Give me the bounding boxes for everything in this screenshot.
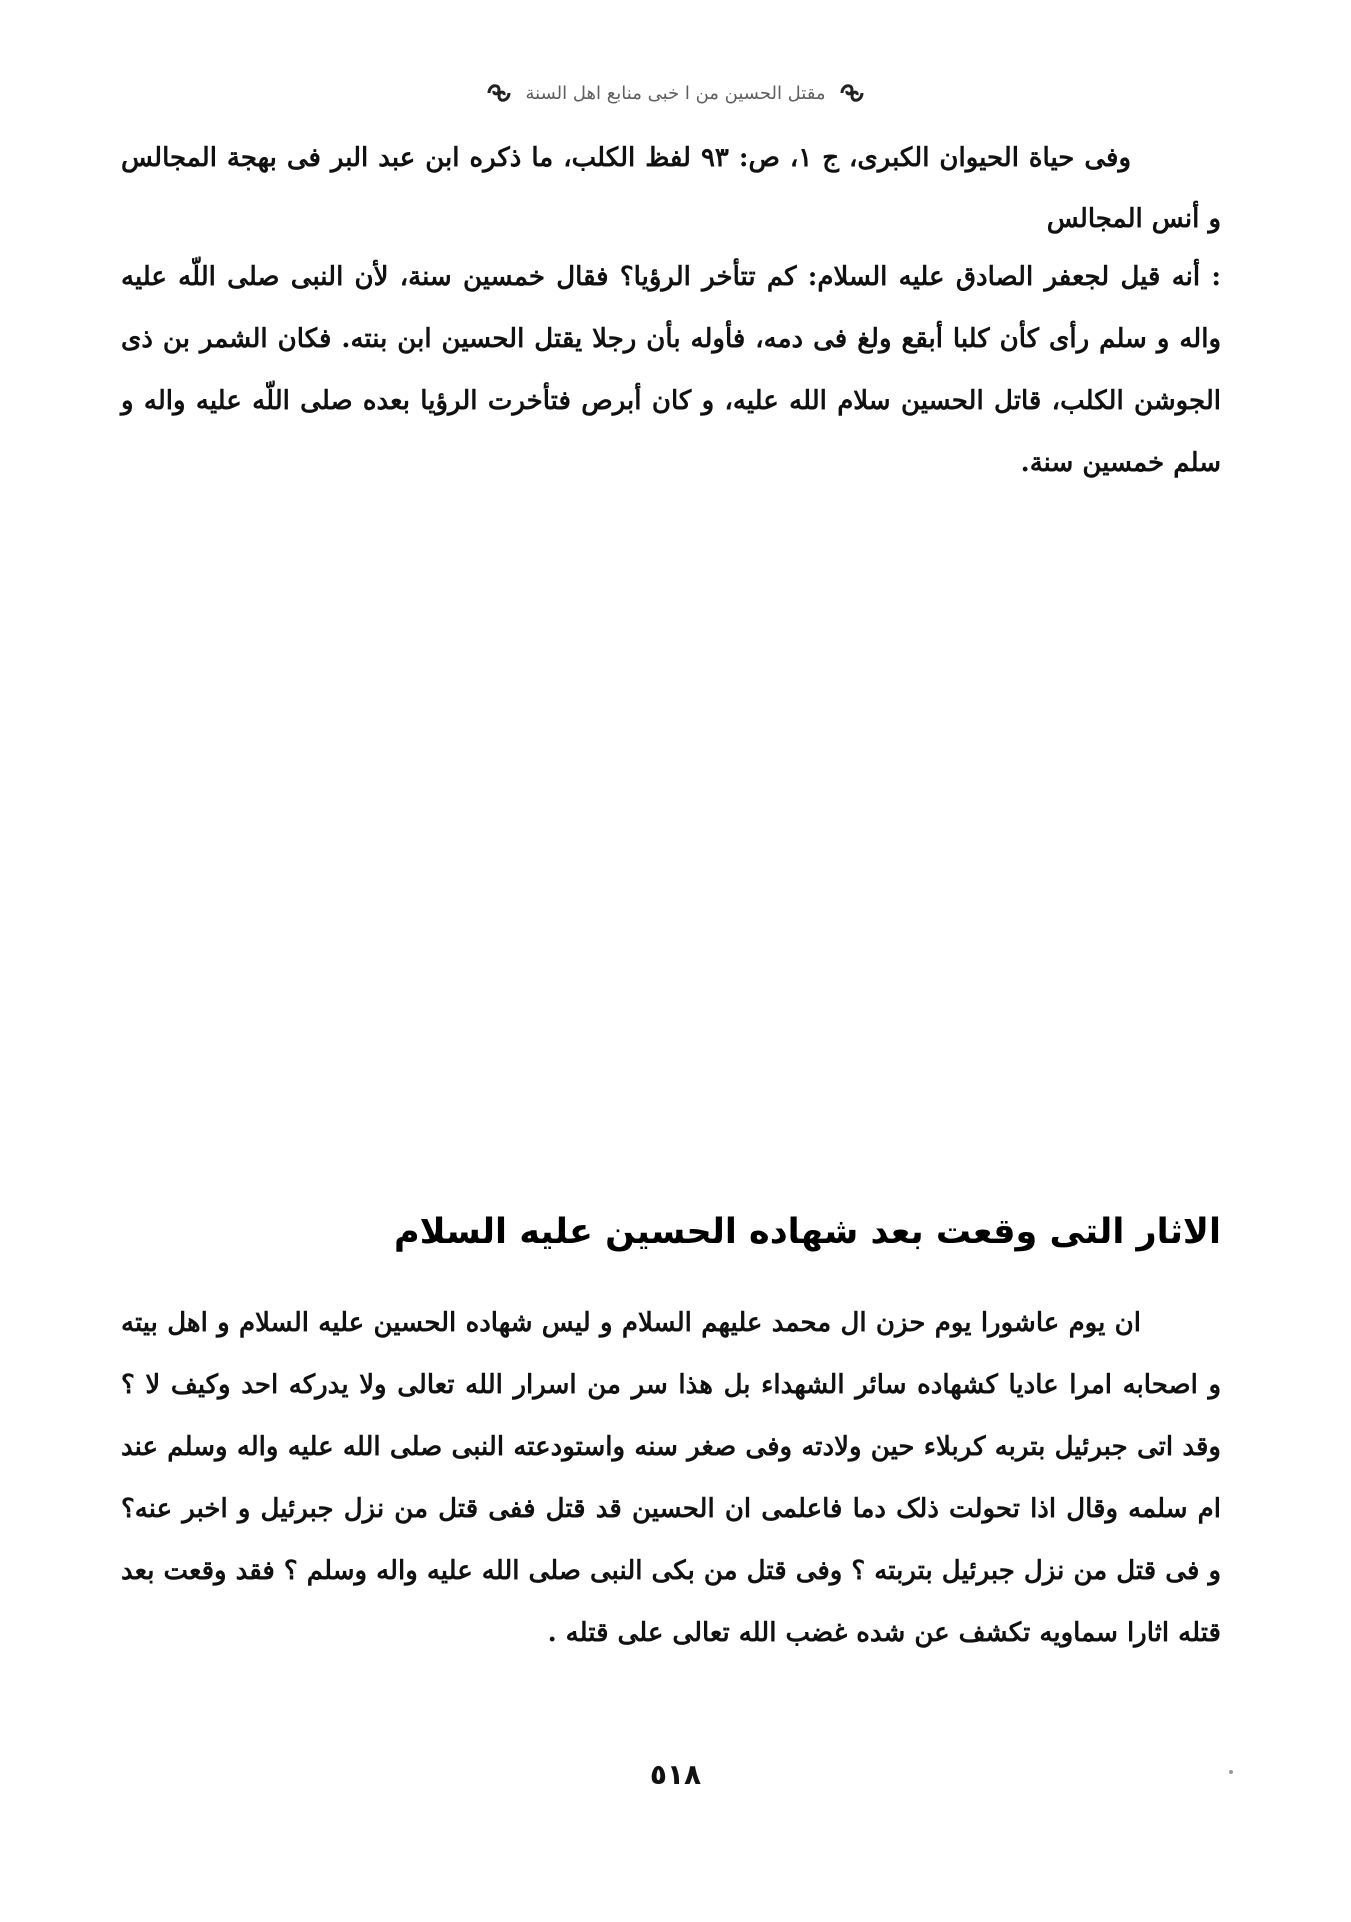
narration-paragraph: : أنه قيل لجعفر الصادق عليه السلام: كم تتأخر الرؤيا؟ فقال خمسين سنة، لأن النبى صلى اللّه عليه واله و سلم رأى كأن كلبا أبقع ولغ فى دمه، فأوله بأن رجلا يقتل الحسين ابن بنته. فكان الشمر بن ذى الجوشن الكلب، قاتل الحسين سلام الله عليه، و كان أبرص فتأخرت الرؤيا بعده صلى اللّه عليه واله و سلم خمسين سنة. <box>121 262 1221 478</box>
section-body-paragraph: ان يوم عاشورا يوم حزن ال محمد عليهم السلام و ليس شهاده الحسين عليه السلام و اهل بيته و اصحابه امرا عاديا كشهاده سائر الشهداء بل هذا سر من اسرار الله تعالى ولا يدركه احد وكيف لا ؟ وقد اتى جبرئيل بتربه كربلاء حين ولادته وفى صغر سنه واستودعته النبى صلى الله عليه واله وسلم عند ام سلمه وقال اذا تحولت ذلک دما فاعلمى ان الحسين قد قتل ففى قتل من نزل جبرئيل و اخبر عنه؟ و فى قتل من نزل جبرئيل بتربته ؟ وفى قتل من بكى النبى صلى الله عليه واله وسلم ؟ فقد وقعت بعد قتله اثارا سماويه تكشف عن شده غضب الله تعالى على قتله . <box>121 1308 1221 1648</box>
ornament-icon <box>486 81 512 105</box>
section-heading: الاثار التى وقعت بعد شهاده الحسين عليه السلام <box>394 1212 1221 1252</box>
running-header <box>0 72 1351 114</box>
ornament-icon <box>839 81 865 105</box>
scan-speck <box>1229 1770 1233 1774</box>
page-number: ٥١٨ <box>649 1758 702 1791</box>
running-title: مقتل الحسين من ا خبى منابع اهل السنة <box>525 82 826 104</box>
citation-paragraph: وفى حياة الحيوان الكبرى، ج ١، ص: ٩٣ لفظ الكلب، ما ذكره ابن عبد البر فى بهجة المجالس و أنس المجالس <box>121 143 1221 234</box>
